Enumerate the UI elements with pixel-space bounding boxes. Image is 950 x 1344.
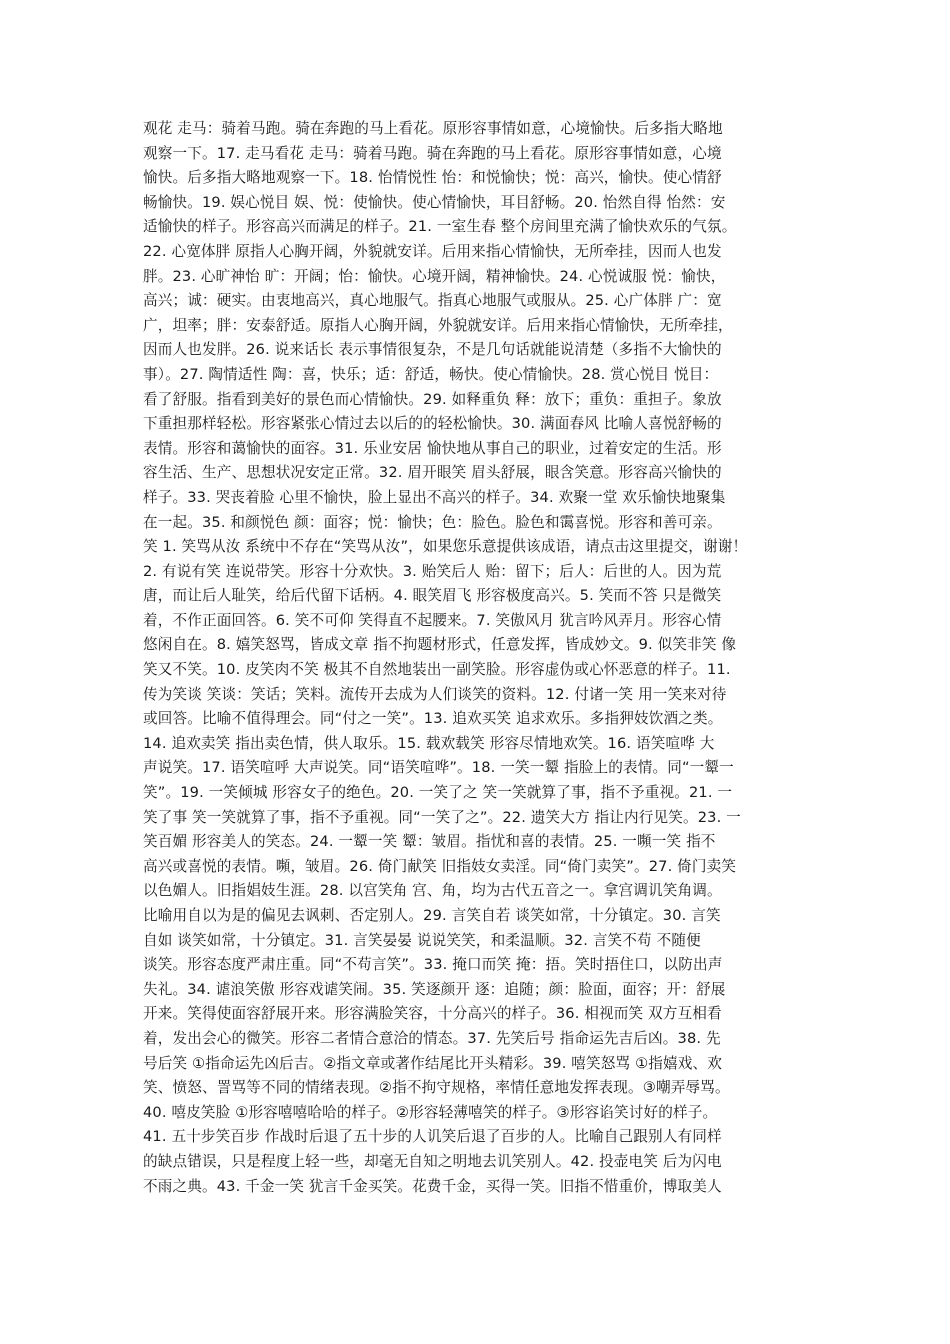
text-line: 广，坦率；胖：安泰舒适。原指人心胸开阔，外貌就安详。后用来指心情愉快，无所牵挂， [143,316,733,334]
text-line: 的缺点错误，只是程度上轻一些，却毫无自知之明地去讥笑别人。42. 投壶电笑 后为闪电 [143,1152,722,1170]
text-line: 2. 有说有笑 连说带笑。形容十分欢快。3. 贻笑后人 贻：留下；后人：后世的人。因为荒 [143,562,722,580]
text-line: 开来。笑得使面容舒展开来。形容满脸笑容，十分高兴的样子。36. 相视而笑 双方互相看 [143,1005,722,1023]
text-line: 谈笑。形容态度严肃庄重。同“不苟言笑”。33. 掩口而笑 掩：捂。笑时捂住口，以防出声 [143,956,723,974]
text-line: 着，不作正面回答。6. 笑不可仰 笑得直不起腰来。7. 笑傲风月 犹言吟风弄月。形容心情 [143,611,722,629]
text-line: 样子。33. 哭丧着脸 心里不愉快，脸上显出不高兴的样子。34. 欢聚一堂 欢乐愉快地聚集 [143,488,726,506]
body-text [143,117,815,1199]
text-line: 高兴或喜悦的表情。嚬，皱眉。26. 倚门献笑 旧指妓女卖淫。同“倚门卖笑”。27. 倚门卖笑 [143,857,737,875]
text-line: 笑 1. 笑骂从汝 系统中不存在“笑骂从汝”，如果您乐意提供该成语，请点击这里提交，谢谢！ [143,538,748,556]
text-line: 不雨之典。43. 千金一笑 犹言千金买笑。花费千金，买得一笑。旧指不惜重价，博取美人 [143,1177,722,1195]
text-line: 41. 五十步笑百步 作战时后退了五十步的人讥笑后退了百步的人。比喻自己跟别人有同样 [143,1128,722,1146]
text-line: 下重担那样轻松。形容紧张心情过去以后的的轻松愉快。30. 满面春风 比喻人喜悦舒畅的 [143,415,722,433]
text-line: 唐，而让后人耻笑，给后代留下话柄。4. 眼笑眉飞 形容极度高兴。5. 笑而不答 只是微笑 [143,587,722,605]
text-line: 畅愉快。19. 娱心悦目 娱、悦：使愉快。使心情愉快，耳目舒畅。20. 怡然自得 怡然：安 [143,193,726,211]
text-line: 高兴；诚：硬实。由衷地高兴，真心地服气。指真心地服气或服从。25. 心广体胖 广：宽 [143,292,722,310]
text-line: 比喻用自以为是的偏见去讽刺、否定别人。29. 言笑自若 谈笑如常，十分镇定。30. 言笑 [143,907,721,924]
text-line: 笑又不笑。10. 皮笑肉不笑 极其不自然地装出一副笑脸。形容虚伪或心怀恶意的样子。11. [143,661,731,679]
text-line: 自如 谈笑如常，十分镇定。31. 言笑晏晏 说说笑笑，和柔温顺。32. 言笑不苟 不随便 [143,931,701,949]
text-line: 表情。形容和蔼愉快的面容。31. 乐业安居 愉快地从事自己的职业，过着安定的生活。形 [143,439,722,457]
text-line: 在一起。35. 和颜悦色 颜：面容；悦：愉快；色：脸色。脸色和霭喜悦。形容和善可亲。 [143,513,722,531]
text-line: 或回答。比喻不值得理会。同“付之一笑”。13. 追欢买笑 追求欢乐。多指狎妓饮酒之类。 [143,710,723,728]
text-line: 传为笑谈 笑谈：笑话；笑料。流传开去成为人们谈笑的资料。12. 付诸一笑 用一笑来对待 [143,685,727,703]
text-line: 笑百媚 形容美人的笑态。24. 一颦一笑 颦：皱眉。指忧和喜的表情。25. 一嚬一笑 指不 [143,833,716,851]
text-line: 以色媚人。旧指娼妓生涯。28. 以宫笑角 宫、角，均为古代五音之一。拿宫调讥笑角调。 [143,882,722,900]
text-line: 容生活、生产、思想状况安定正常。32. 眉开眼笑 眉头舒展，眼含笑意。形容高兴愉快的 [143,464,722,482]
text-line: 适愉快的样子。形容高兴而满足的样子。21. 一室生春 整个房间里充满了愉快欢乐的气氛。 [143,218,737,236]
text-line: 14. 追欢卖笑 指出卖色情，供人取乐。15. 载欢载笑 形容尽情地欢笑。16. 语笑喧哗 大 [143,734,715,752]
text-line: 着，发出会心的微笑。形容二者情合意洽的情态。37. 先笑后号 指命运先吉后凶。38. 先 [143,1029,721,1047]
text-line: 观察一下。17. 走马看花 走马：骑着马跑。骑在奔跑的马上看花。原形容事情如意，心境 [143,144,722,162]
text-line: 声说笑。17. 语笑喧呼 大声说笑。同“语笑喧哗”。18. 一笑一颦 指脸上的表情。同“一颦一 [143,759,734,777]
text-line: 号后笑 ①指命运先凶后吉。②指文章或著作结尾比开头精彩。39. 嘻笑怒骂 ①指嬉戏、欢 [143,1054,723,1072]
text-line: 40. 嘻皮笑脸 ①形容嘻嘻哈哈的样子。②形容轻薄嘻笑的样子。③形容谄笑讨好的样子。 [143,1103,718,1121]
text-line: 笑”。19. 一笑倾城 形容女子的绝色。20. 一笑了之 笑一笑就算了事，指不予重视。21. 一 [143,784,733,802]
text-line: 失礼。34. 谑浪笑傲 形容戏谑笑闹。35. 笑逐颜开 逐：追随；颜：脸面，面容；开：舒展 [143,980,726,998]
text-line: 因而人也发胖。26. 说来话长 表示事情很复杂，不是几句话就能说清楚（多指不大愉快的 [143,341,722,359]
text-line: 观花 走马：骑着马跑。骑在奔跑的马上看花。原形容事情如意，心境愉快。后多指大略地 [143,120,723,137]
text-line: 愉快。后多指大略地观察一下。18. 怡情悦性 怡：和悦愉快；悦：高兴，愉快。使心情舒 [143,169,722,187]
text-line: 胖。23. 心旷神怡 旷：开阔；怡：愉快。心境开阔，精神愉快。24. 心悦诚服 悦：愉快， [143,267,726,285]
text-line: 笑、愤怒、詈骂等不同的情绪表现。②指不拘守规格，率情任意地发挥表现。③嘲弄辱骂。 [143,1079,730,1097]
text-line: 看了舒服。指看到美好的景色而心情愉快。29. 如释重负 释：放下；重负：重担子。象放 [143,390,722,408]
text-line: 22. 心宽体胖 原指人心胸开阔，外貌就安详。后用来指心情愉快，无所牵挂，因而人也发 [143,242,722,260]
text-line: 事）。27. 陶情适性 陶：喜，快乐；适：舒适，畅快。使心情愉快。28. 赏心悦目 悦目： [143,365,719,383]
text-line: 悠闲自在。8. 嬉笑怒骂，皆成文章 指不拘题材形式，任意发挥，皆成妙文。9. 似笑非笑 像 [143,636,737,654]
text-line: 笑了事 笑一笑就算了事，指不予重视。同“一笑了之”。22. 遗笑大方 指让内行见笑。23. 一 [143,808,741,826]
